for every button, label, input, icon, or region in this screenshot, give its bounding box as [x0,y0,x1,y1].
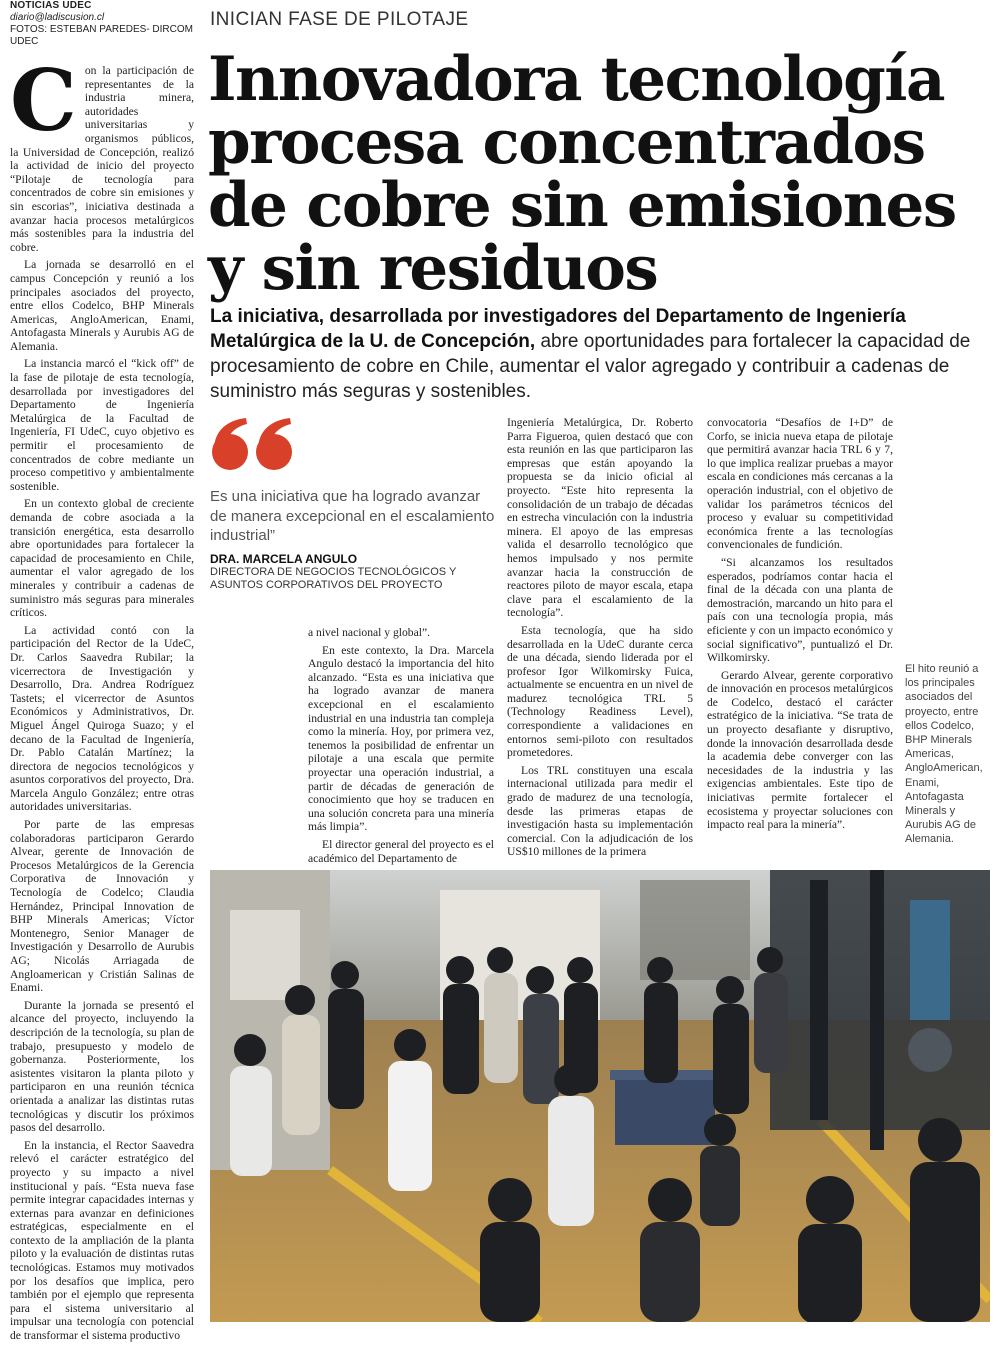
article-paragraph: En la instancia, el Rector Saavedra relevó el carácter estratégico del proyecto y su impacto a nivel institucional y país. “Esta nueva fase permite integrar capacidades internas y externas para avanzar en definiciones estratégicas, especialmente en el contexto de la ampliación de la planta piloto y la evaluación de distintas rutas tecnológicas. Estamos muy motivados por los desafíos que implica, pero también por el ejemplo que representa para el sistema universitario al impulsar una tecnología con potencial de transformar el sistema productivo [10,1138,194,1343]
article-column-4 [707,416,893,836]
article-photo [210,870,990,1322]
article-paragraph: Por parte de las empresas colaboradoras participaron Gerardo Alvear, gerente de Innovación de Procesos Metalúrgicos de la Gerencia Corporativa de Innovación y Tecnología de Codelco; Claudia Hernández, Principal Innovation de BHP Minerals Americas; Víctor Montenegro, Senior Manager de Investigación y Desarrollo de Aurubis AG; Nicolás Arriagada de Angloamerican y Cristián Salinas de Enami. [10,818,194,995]
kicker: INICIAN FASE DE PILOTAJE [210,9,469,30]
article-paragraph: Durante la jornada se presentó el alcance del proyecto, incluyendo la descripción de la tecnología, su plan de trabajo, presupuesto y modelo de gobernanza. Posteriormente, los asistentes visitaron la planta piloto y participaron en una reunión técnica orientada a analizar las distintas rutas tecnológicas y discutir los próximos pasos del desarrollo. [10,998,194,1135]
article-paragraph: En este contexto, la Dra. Marcela Angulo destacó la importancia del hito alcanzado. “Esta es una iniciativa que ha logrado avanzar de manera excepcional en el escalamiento industrial en una industria tan compleja como la minería. Hoy, por primera vez, tenemos la posibilidad de enfrentar un pilotaje a una escala que permite proyectar una operación industrial, a partir de décadas de generación de conocimiento que hoy se traducen en una solución concreta para una minería más limpia”. [308,643,494,834]
pull-quote-role: DIRECTORA DE NEGOCIOS TECNOLÓGICOS Y ASUNTOS CORPORATIVOS DEL PROYECTO [210,566,457,591]
pull-quote-text: Es una iniciativa que ha logrado avanzar de manera excepcional en el escalamiento industrial” [210,488,495,544]
contact-email[interactable]: diario@ladiscusion.cl [10,12,105,23]
article-paragraph: convocatoria “Desafíos de I+D” de Corfo, se inicia nueva etapa de pilotaje que permitirá avanzar hacia TRL 6 y 7, lo que implica realizar pruebas a mayor escala en condiciones más cercanas a la operación industrial, con el objetivo de validar los parámetros técnicos del proceso y evaluar su competitividad económica frente a las tecnologías convencionales de fundición. [707,416,893,552]
article-paragraph: La instancia marcó el “kick off” de la fase de pilotaje de esta tecnología, desarrollada por investigadores del Departamento de Ingeniería Metalúrgica de la Facultad de Ingeniería, FI UdeC, cuyo objetivo es permitir el procesamiento de concentrados de cobre mediante un proceso competitivo y ambientalmente sostenible. [10,357,194,493]
article-paragraph: “Si alcanzamos los resultados esperados, podríamos contar hacia el final de la década con una planta de demostración, marcando un hito para el país con una tecnología propia, más eficiente y con un impacto económico y social significativo”, puntualizó el Dr. Wilkomirsky. [707,555,893,665]
article-paragraph: Con la participación de representantes de la industria minera, autoridades universitarias y organismos públicos, la Universidad de Concepción, realizó la actividad de inicio del proyecto “Pilotaje de tecnología para concentrados de cobre sin emisiones y sin escorias”, iniciativa destinada a avanzar hacia procesos metalúrgicos más sostenibles para la industria del cobre. [10,51,194,254]
pull-quote-name: DRA. MARCELA ANGULO [210,552,358,566]
photo-credits [10,0,200,48]
deck-bold: La iniciativa, desarrollada por investigadores del Departamento de Ingeniería Metalúrgica de la U. de Concepción, [210,306,906,352]
photo-caption: El hito reunió a los principales asociados del proyecto, entre ellos Codelco, BHP Minerals Americas, AngloAmerican, Enami, Antofagasta Minerals y Aurubis AG de Alemania. [905,663,983,846]
photo-credit: FOTOS: ESTEBAN PAREDES- DIRCOM UDEC [10,24,193,47]
article-column-1 [10,51,194,1347]
section-label: NOTICIAS UDEC [10,0,92,11]
article-paragraph: Gerardo Alvear, gerente corporativo de innovación en procesos metalúrgicos de Codelco, destacó el carácter estratégico de la iniciativa. “Se trata de un proyecto desafiante y disruptivo, donde la innovación desarrollada desde la academia debe converger con las necesidades de la industria y las exigencias ambientales. Este tipo de iniciativas permite fortalecer el ecosistema y proyectar soluciones con impacto real para la minería”. [707,668,893,832]
article-paragraph: Ingeniería Metalúrgica, Dr. Roberto Parra Figueroa, quien destacó que con esta reunión en las que participaron las empresas que están apoyando la propuesta se da inicio oficial al proyecto. “Este hito representa la consolidación de un trabajo de décadas en estrecha vinculación con la industria minera. El apoyo de las empresas valida el desarrollo tecnológico que hemos impulsado y nos permite avanzar hacia la construcción de reactores piloto de mayor escala, etapa clave para el escalamiento de la tecnología”. [507,416,693,620]
article-paragraph: La actividad contó con la participación del Rector de la UdeC, Dr. Carlos Saavedra Rubilar; la vicerrectora de Investigación y Desarrollo, Dra. Andrea Rodríguez Tastets; el vicerrector de Asuntos Económicos y Administrativos, Dr. Miguel Ángel Quiroga Suazo; y el decano de la Facultad de Ingeniería, Dr. Pablo Catalán Martínez; la directora de negocios tecnológicos y asuntos corporativos del proyecto, Dra. Marcela Angulo González; entre otras autoridades universitarias. [10,623,194,814]
quote-mark-icon [210,414,300,474]
article-paragraph: a nivel nacional y global”. [308,626,431,639]
pilot-plant-photo-illustration [210,870,990,1322]
article-paragraph: Los TRL constituyen una escala internacional utilizada para medir el grado de madurez de una tecnología, desde las primeras etapas de investigación hasta su implementación comercial. Con la adjudicación de los US$10 millones de la primera [507,763,693,859]
deck [210,304,990,404]
article-paragraph: El director general del proyecto es el académico del Departamento de [308,837,494,865]
article-paragraph: En un contexto global de creciente demanda de cobre asociada a la transición energética, esta desarrollo abre oportunidades para fortalecer la capacidad de procesamiento en Chile, aumentar el valor agregado de los minerales y contribuir a cadenas de suministro más seguras para minerales críticos. [10,497,194,620]
article-column-2 [308,626,494,869]
article-paragraph: Esta tecnología, que ha sido desarrollada en la UdeC durante cerca de una década, siendo liderada por el profesor Igor Wilkomirsky Fuica, actualmente se encuentra en un nivel de madurez tecnológica TRL 5 (Technology Readiness Level), correspondiente a validaciones en entornos semi-piloto con resultados prometedores. [507,623,693,760]
article-paragraph: La jornada se desarrolló en el campus Concepción y reunió a los principales asociados del proyecto, entre ellos Codelco, BHP Minerals Americas, AngloAmerican, Enami, Antofagasta Minerals y Aurubis AG de Alemania. [10,258,194,353]
deck-rest: abre oportunidades para fortalecer la capacidad de procesamiento de cobre en Chile, aumentar el valor agregado y contribuir a cadenas de suministro más seguras y sostenibles. [210,331,971,402]
drop-cap: C [10,51,77,150]
article-column-3 [507,416,693,863]
headline: Innovadora tecnología procesa concentrados de cobre sin emisiones y sin residuos [208,44,956,304]
